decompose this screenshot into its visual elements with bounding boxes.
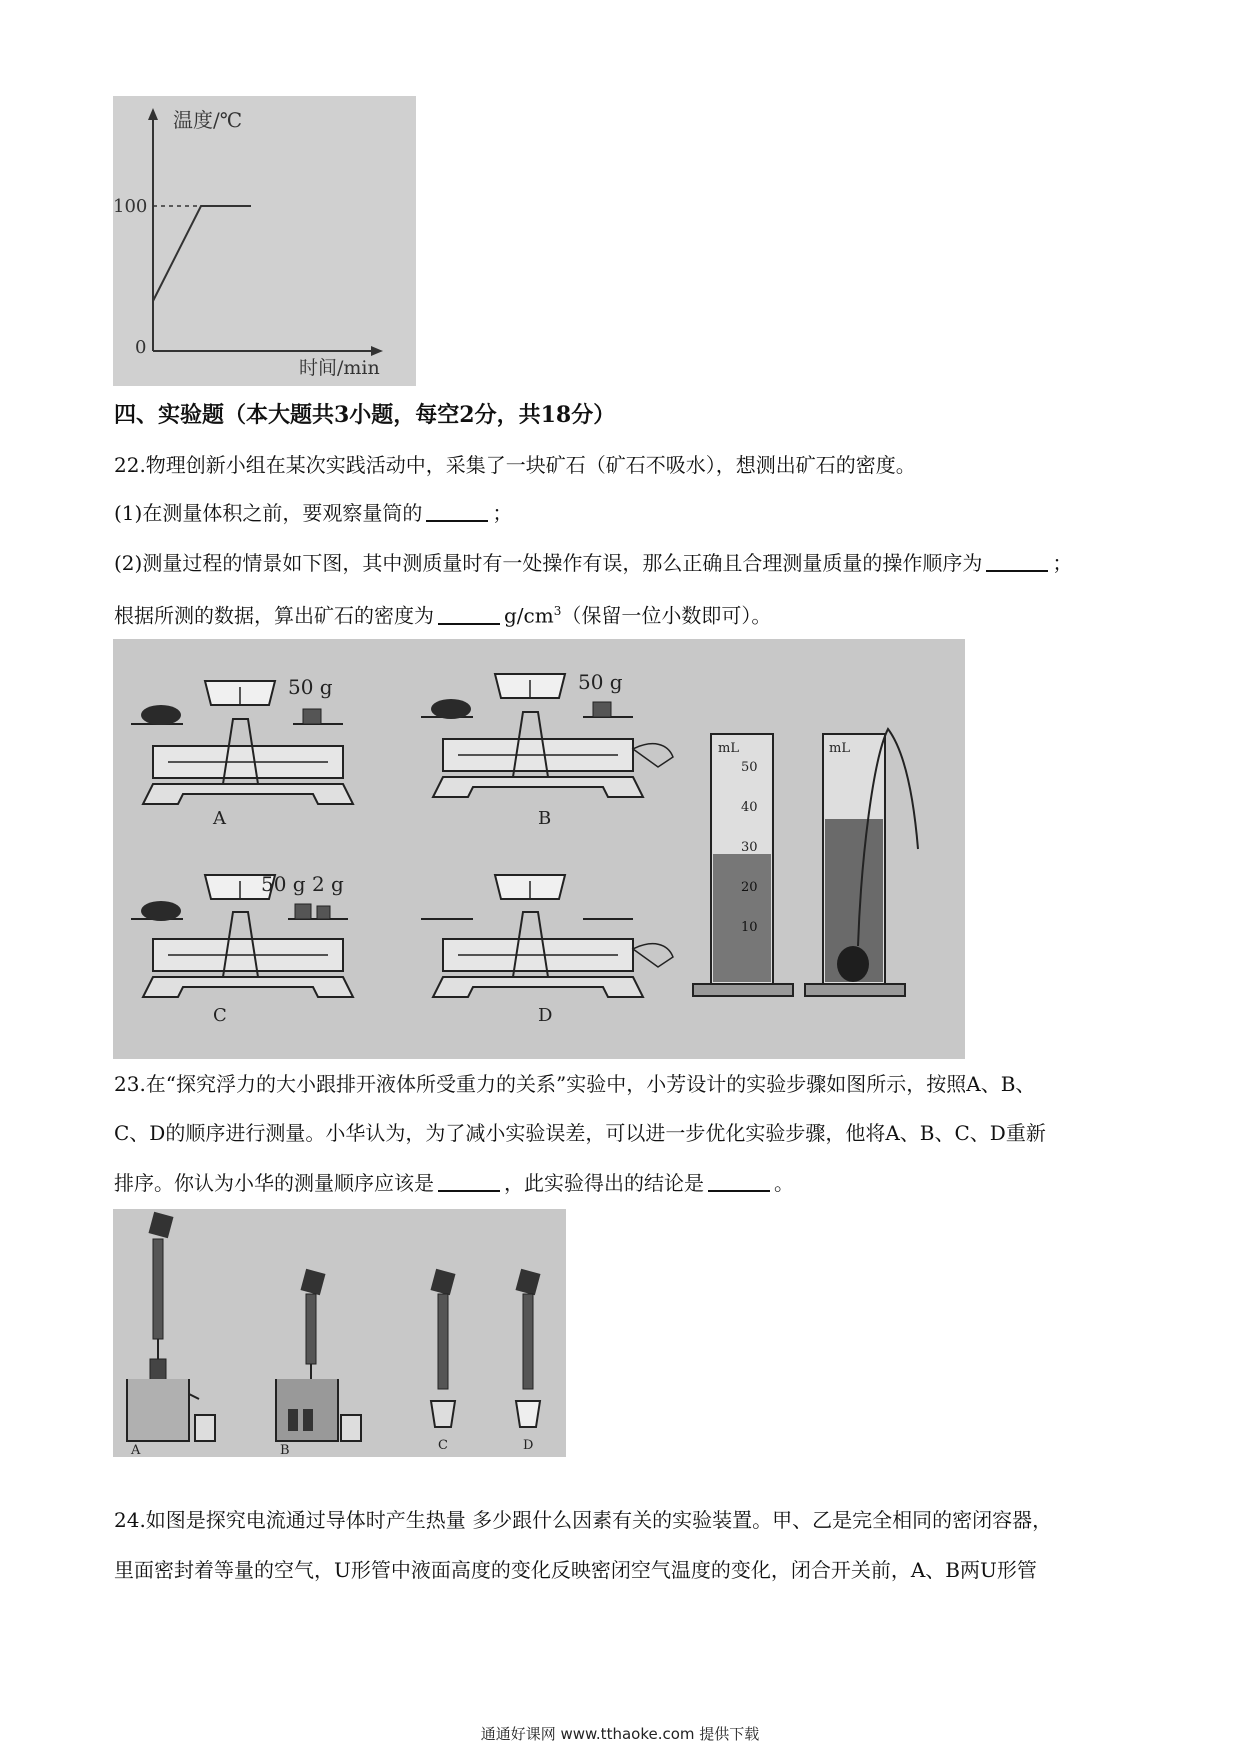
- q23-figure-photo: [113, 1209, 566, 1457]
- temperature-curve: [153, 206, 251, 301]
- figure-label-d: D: [538, 1005, 553, 1026]
- q22-part1-end: ；: [492, 501, 513, 525]
- q22-figure-photo: [113, 639, 965, 1059]
- answer-blank[interactable]: [986, 552, 1048, 572]
- q22-part2-text: (2)测量过程的情景如下图，其中测质量时有一处操作有误，那么正确且合理测量质量的操作顺序为: [114, 551, 983, 575]
- spring-scale-d: [515, 1269, 540, 1453]
- origin-label: 0: [135, 337, 147, 358]
- figure-label-b: B: [538, 808, 552, 829]
- cylinder-unit-label: mL: [829, 741, 850, 756]
- cylinder-tick: 10: [741, 920, 758, 935]
- q24-line2: 里面密封着等量的空气，U形管中液面高度的变化反映密闭空气温度的变化，闭合开关前，A、B两U形管: [114, 1558, 1037, 1582]
- q22-part2: [114, 552, 1134, 573]
- spring-scale-a: [127, 1212, 215, 1457]
- q23-line3: [114, 1172, 1134, 1193]
- weight-label-b: 50 g: [578, 670, 623, 694]
- cylinder-tick: 50: [741, 760, 758, 775]
- weight-label-a: 50 g: [288, 675, 333, 699]
- q22-part3: [114, 601, 1134, 626]
- page-footer: 通通好课网 www.tthaoke.com 提供下载: [480, 1725, 760, 1743]
- answer-blank[interactable]: [438, 1172, 500, 1192]
- answer-blank[interactable]: [426, 502, 488, 522]
- q22-stem: 22.物理创新小组在某次实践活动中，采集了一块矿石（矿石不吸水），想测出矿石的密度。: [114, 453, 916, 477]
- weight-50g: [295, 904, 311, 919]
- hand-adjusting-icon: [633, 744, 673, 767]
- q23-line3-a: 排序。你认为小华的测量顺序应该是: [114, 1171, 434, 1195]
- x-axis-arrow-icon: [371, 346, 383, 356]
- temperature-graph: [113, 96, 416, 386]
- mineral-stone: [141, 901, 181, 921]
- q22-part1: [114, 502, 1134, 523]
- balance-b: [421, 670, 673, 829]
- figure-label-d: D: [523, 1438, 534, 1453]
- answer-blank[interactable]: [708, 1172, 770, 1192]
- figure-label-c: C: [438, 1438, 448, 1453]
- figure-label-a: A: [131, 1443, 141, 1457]
- q23-line2: C、D的顺序进行测量。小华认为，为了减小实验误差，可以进一步优化实验步骤，他将A、B、C、D重新: [114, 1121, 1046, 1145]
- cylinder-unit-label: mL: [718, 741, 739, 756]
- mineral-stone: [431, 699, 471, 719]
- q22-part1-text: (1)在测量体积之前，要观察量筒的: [114, 501, 423, 525]
- measuring-cylinder-1: [693, 734, 793, 996]
- weight-50g: [593, 702, 611, 717]
- q23-line3-b: ，此实验得出的结论是: [504, 1171, 704, 1195]
- q22-part3-text: 根据所测的数据，算出矿石的密度为: [114, 603, 434, 628]
- y-axis-arrow-icon: [148, 108, 158, 120]
- balance-d: [421, 875, 673, 1026]
- figure-label-a: A: [213, 808, 226, 829]
- q22-figure: [113, 639, 965, 1059]
- cylinder-tick: 30: [741, 840, 758, 855]
- balance-c: [131, 872, 353, 1026]
- x-axis-label: 时间/min: [299, 357, 380, 379]
- q24-line1: 24.如图是探究电流通过导体时产生热量 多少跟什么因素有关的实验装置。甲、乙是完全相同的密闭容器，: [114, 1508, 1053, 1532]
- mineral-stone: [837, 946, 869, 982]
- hand-adjusting-icon: [633, 944, 673, 967]
- spring-scale-c: [430, 1269, 455, 1453]
- density-unit-exponent: 3: [553, 604, 562, 618]
- cylinder-tick: 20: [741, 880, 758, 895]
- density-unit: g/cm: [504, 603, 554, 628]
- answer-blank[interactable]: [438, 605, 500, 625]
- q23-figure: [113, 1209, 566, 1457]
- section-title: 四、实验题（本大题共3小题，每空2分，共18分）: [114, 402, 616, 428]
- balance-a: [131, 675, 353, 829]
- q23-line1: 23.在“探究浮力的大小跟排开液体所受重力的关系”实验中，小芳设计的实验步骤如图所示，按照A、B、: [114, 1072, 1036, 1096]
- q23-line3-c: 。: [774, 1171, 794, 1195]
- weight-2g: [317, 906, 330, 919]
- y-tick-100: 100: [113, 196, 148, 217]
- q22-part3-end: （保留一位小数即可）。: [561, 603, 772, 628]
- y-axis-label: 温度/℃: [173, 108, 243, 132]
- weight-50g: [303, 709, 321, 724]
- temperature-graph-photo: [113, 96, 416, 386]
- measuring-cylinder-2: [805, 729, 918, 996]
- weight-label-c: 50 g 2 g: [261, 872, 344, 896]
- q22-part2-end: ；: [1052, 551, 1073, 575]
- spring-scale-b: [276, 1269, 361, 1457]
- figure-label-c: C: [213, 1005, 227, 1026]
- cylinder-tick: 40: [741, 800, 758, 815]
- mineral-stone: [141, 705, 181, 725]
- figure-label-b: B: [280, 1443, 290, 1457]
